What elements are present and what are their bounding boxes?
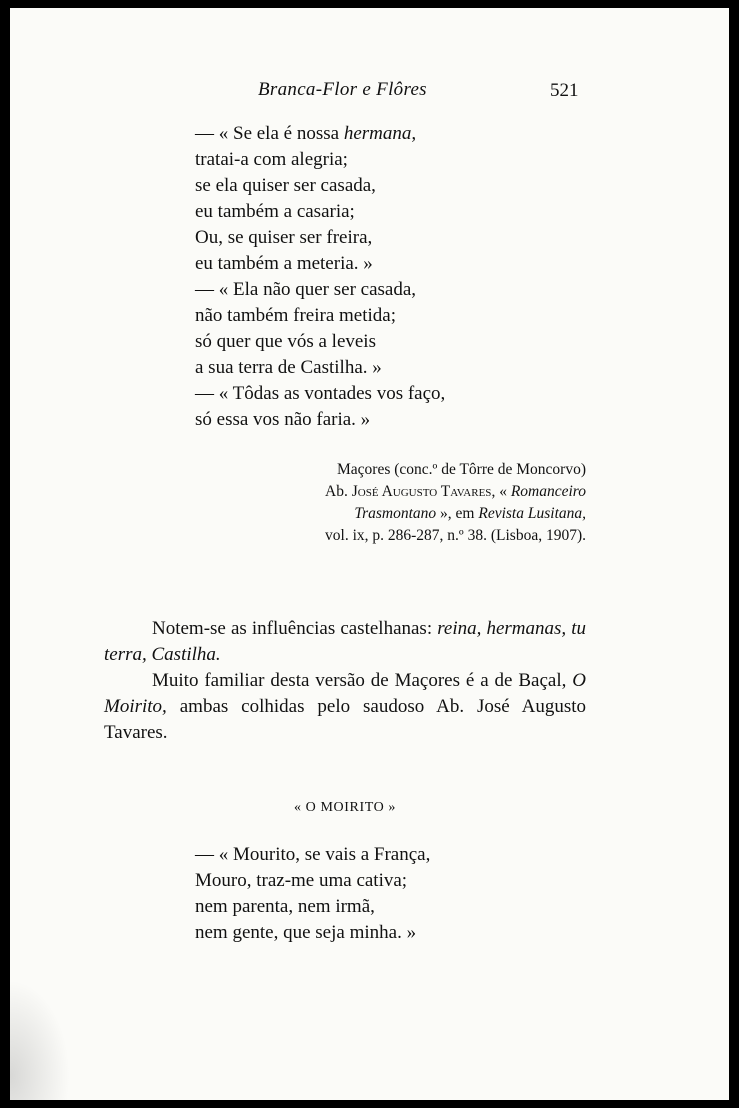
citation-author-line: Ab. José Augusto Tavares, « Romanceiro bbox=[325, 483, 586, 500]
section-title: « O MOIRITO » bbox=[293, 800, 397, 815]
paper-smudge bbox=[10, 980, 70, 1100]
citation-place: Maçores (conc.º de Tôrre de Moncorvo) bbox=[337, 461, 586, 478]
verse-line: nem gente, que seja minha. » bbox=[195, 922, 417, 943]
verse-line: nem parenta, nem irmã, bbox=[195, 896, 375, 917]
verse-line: — « Se ela é nossa hermana, bbox=[195, 123, 417, 144]
verse-line: — « Mourito, se vais a França, bbox=[195, 844, 431, 865]
citation-volume: vol. ix, p. 286-287, n.º 38. (Lisboa, 1907). bbox=[325, 527, 586, 544]
verse-line: tratai-a com alegria; bbox=[195, 149, 348, 170]
paragraph-moirito-note: Muito familiar desta versão de Maçores é a de Baçal, O Moirito, ambas colhidas pelo saudoso Ab. José Augusto Tavares. bbox=[104, 670, 586, 743]
verse-line: — « Tôdas as vontades vos faço, bbox=[195, 383, 446, 404]
page-number: 521 bbox=[550, 80, 579, 101]
verse-stanza-1 bbox=[195, 121, 445, 433]
book-page bbox=[10, 8, 729, 1100]
verse-line: eu também a meteria. » bbox=[195, 253, 373, 274]
verse-stanza-2 bbox=[195, 842, 430, 946]
verse-line: se ela quiser ser casada, bbox=[195, 175, 376, 196]
source-citation bbox=[310, 459, 586, 547]
verse-line: a sua terra de Castilha. » bbox=[195, 357, 382, 378]
verse-line: Ou, se quiser ser freira, bbox=[195, 227, 373, 248]
verse-line: — « Ela não quer ser casada, bbox=[195, 279, 417, 300]
verse-line: só quer que vós a leveis bbox=[195, 331, 376, 352]
verse-line: eu também a casaria; bbox=[195, 201, 355, 222]
verse-line: só essa vos não faria. » bbox=[195, 409, 371, 430]
verse-line: não também freira metida; bbox=[195, 305, 396, 326]
citation-author: José Augusto Tavares bbox=[351, 483, 492, 500]
page-header bbox=[10, 76, 729, 106]
verse-line: Mouro, traz-me uma cativa; bbox=[195, 870, 408, 891]
paragraph-influences: Notem-se as influências castelhanas: reina, hermanas, tu terra, Castilha. bbox=[104, 618, 587, 665]
citation-work-line: Trasmontano », em Revista Lusitana, bbox=[354, 505, 586, 522]
running-title: Branca-Flor e Flôres bbox=[258, 79, 427, 100]
